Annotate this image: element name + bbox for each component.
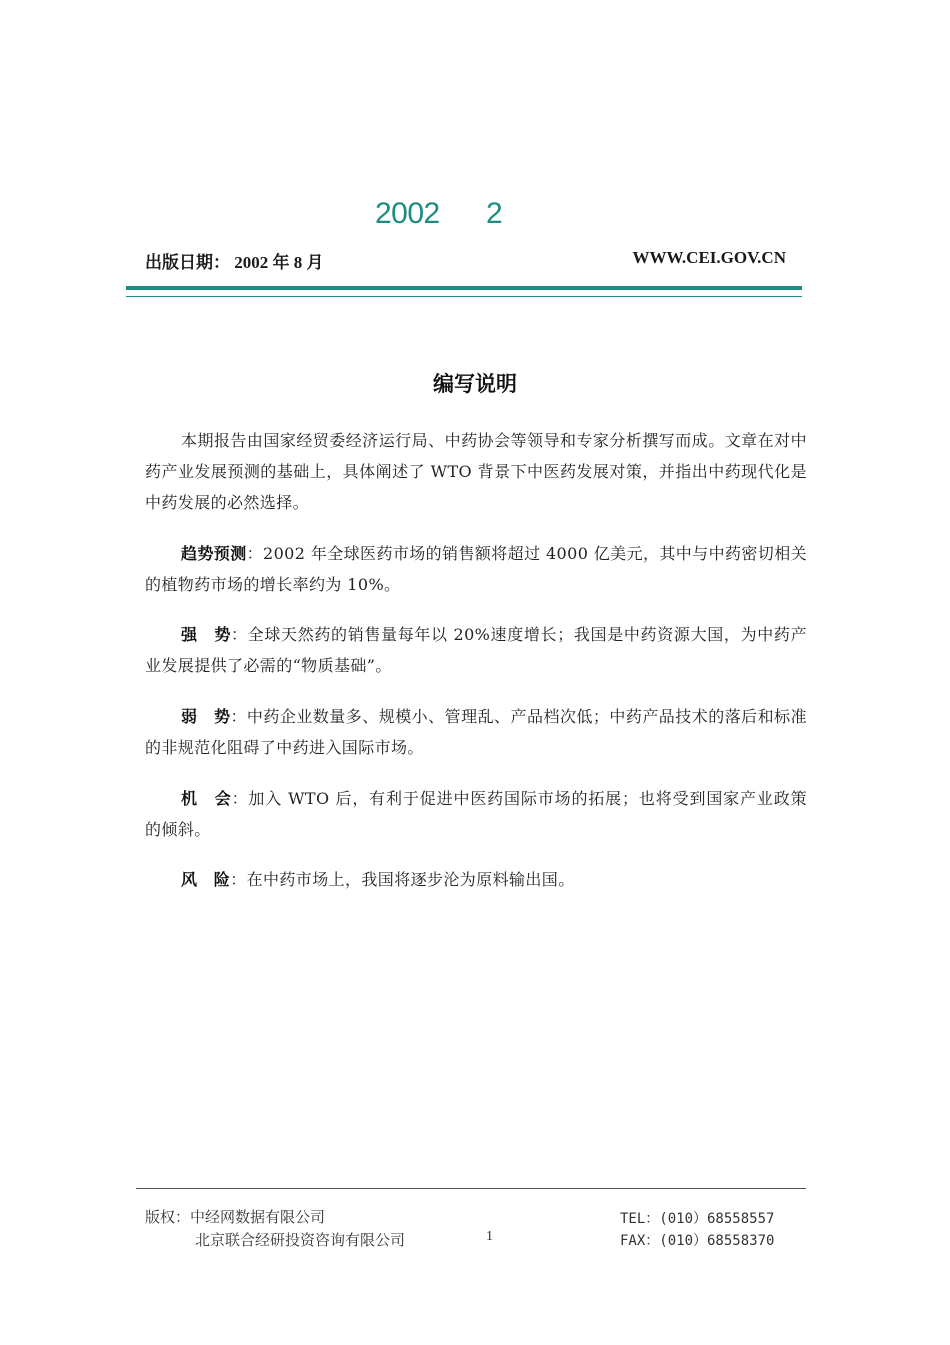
report-issue-number: 2 (486, 197, 503, 230)
footer-rule (136, 1188, 806, 1189)
item-label: 机 会 (181, 789, 232, 808)
item-label: 趋势预测 (181, 544, 247, 563)
footer-copyright (145, 1206, 325, 1227)
section-heading: 编写说明 (433, 372, 517, 396)
intro-paragraph: 本期报告由国家经贸委经济运行局、中药协会等领导和专家分析撰写而成。文章在对中药产业发展预测的基础上，具体阐述了 WTO 背景下中医药发展对策，并指出中药现代化是中药发展的必然选择。 (145, 431, 807, 512)
item-weaknesses (145, 701, 807, 763)
item-strengths (145, 619, 807, 681)
company-name-2: 北京联合经研投资咨询有限公司 (195, 1231, 406, 1249)
publication-date: 出版日期： 2002 年 8 月 (145, 253, 324, 272)
item-label: 风 险 (181, 870, 231, 889)
page-number: 1 (486, 1229, 493, 1244)
item-text: ：在中药市场上，我国将逐步沦为原料输出国。 (230, 870, 575, 889)
company-name-1: 中经网数据有限公司 (190, 1208, 326, 1226)
report-year: 2002 (375, 197, 440, 230)
item-label: 强 势 (181, 625, 232, 644)
copyright-label: 版权： (145, 1208, 191, 1226)
item-text: ：全球天然药的销售量每年以 20%速度增长；我国是中药资源大国，为中药产业发展提供了必需的“物质基础”。 (145, 625, 807, 675)
item-text: ：加入 WTO 后，有利于促进中医药国际市场的拓展；也将受到国家产业政策的倾斜。 (145, 789, 807, 839)
header-rule-thin (126, 296, 802, 297)
header-rule-thick (126, 286, 802, 290)
website-url: WWW.CEI.GOV.CN (632, 248, 786, 267)
item-opportunities (145, 783, 807, 845)
footer-telephone: TEL：(010）68558557 (620, 1211, 775, 1227)
item-label: 弱 势 (181, 707, 231, 726)
item-text: ：中药企业数量多、规模小、管理乱、产品档次低；中药产品技术的落后和标准的非规范化阻碍了中药进入国际市场。 (145, 707, 807, 757)
item-text: ：2002 年全球医药市场的销售额将超过 4000 亿美元，其中与中药密切相关的植物药市场的增长率约为 10%。 (145, 544, 808, 594)
item-trend-forecast (145, 538, 807, 600)
footer-fax: FAX：(010）68558370 (620, 1233, 775, 1249)
item-risks (145, 864, 807, 895)
